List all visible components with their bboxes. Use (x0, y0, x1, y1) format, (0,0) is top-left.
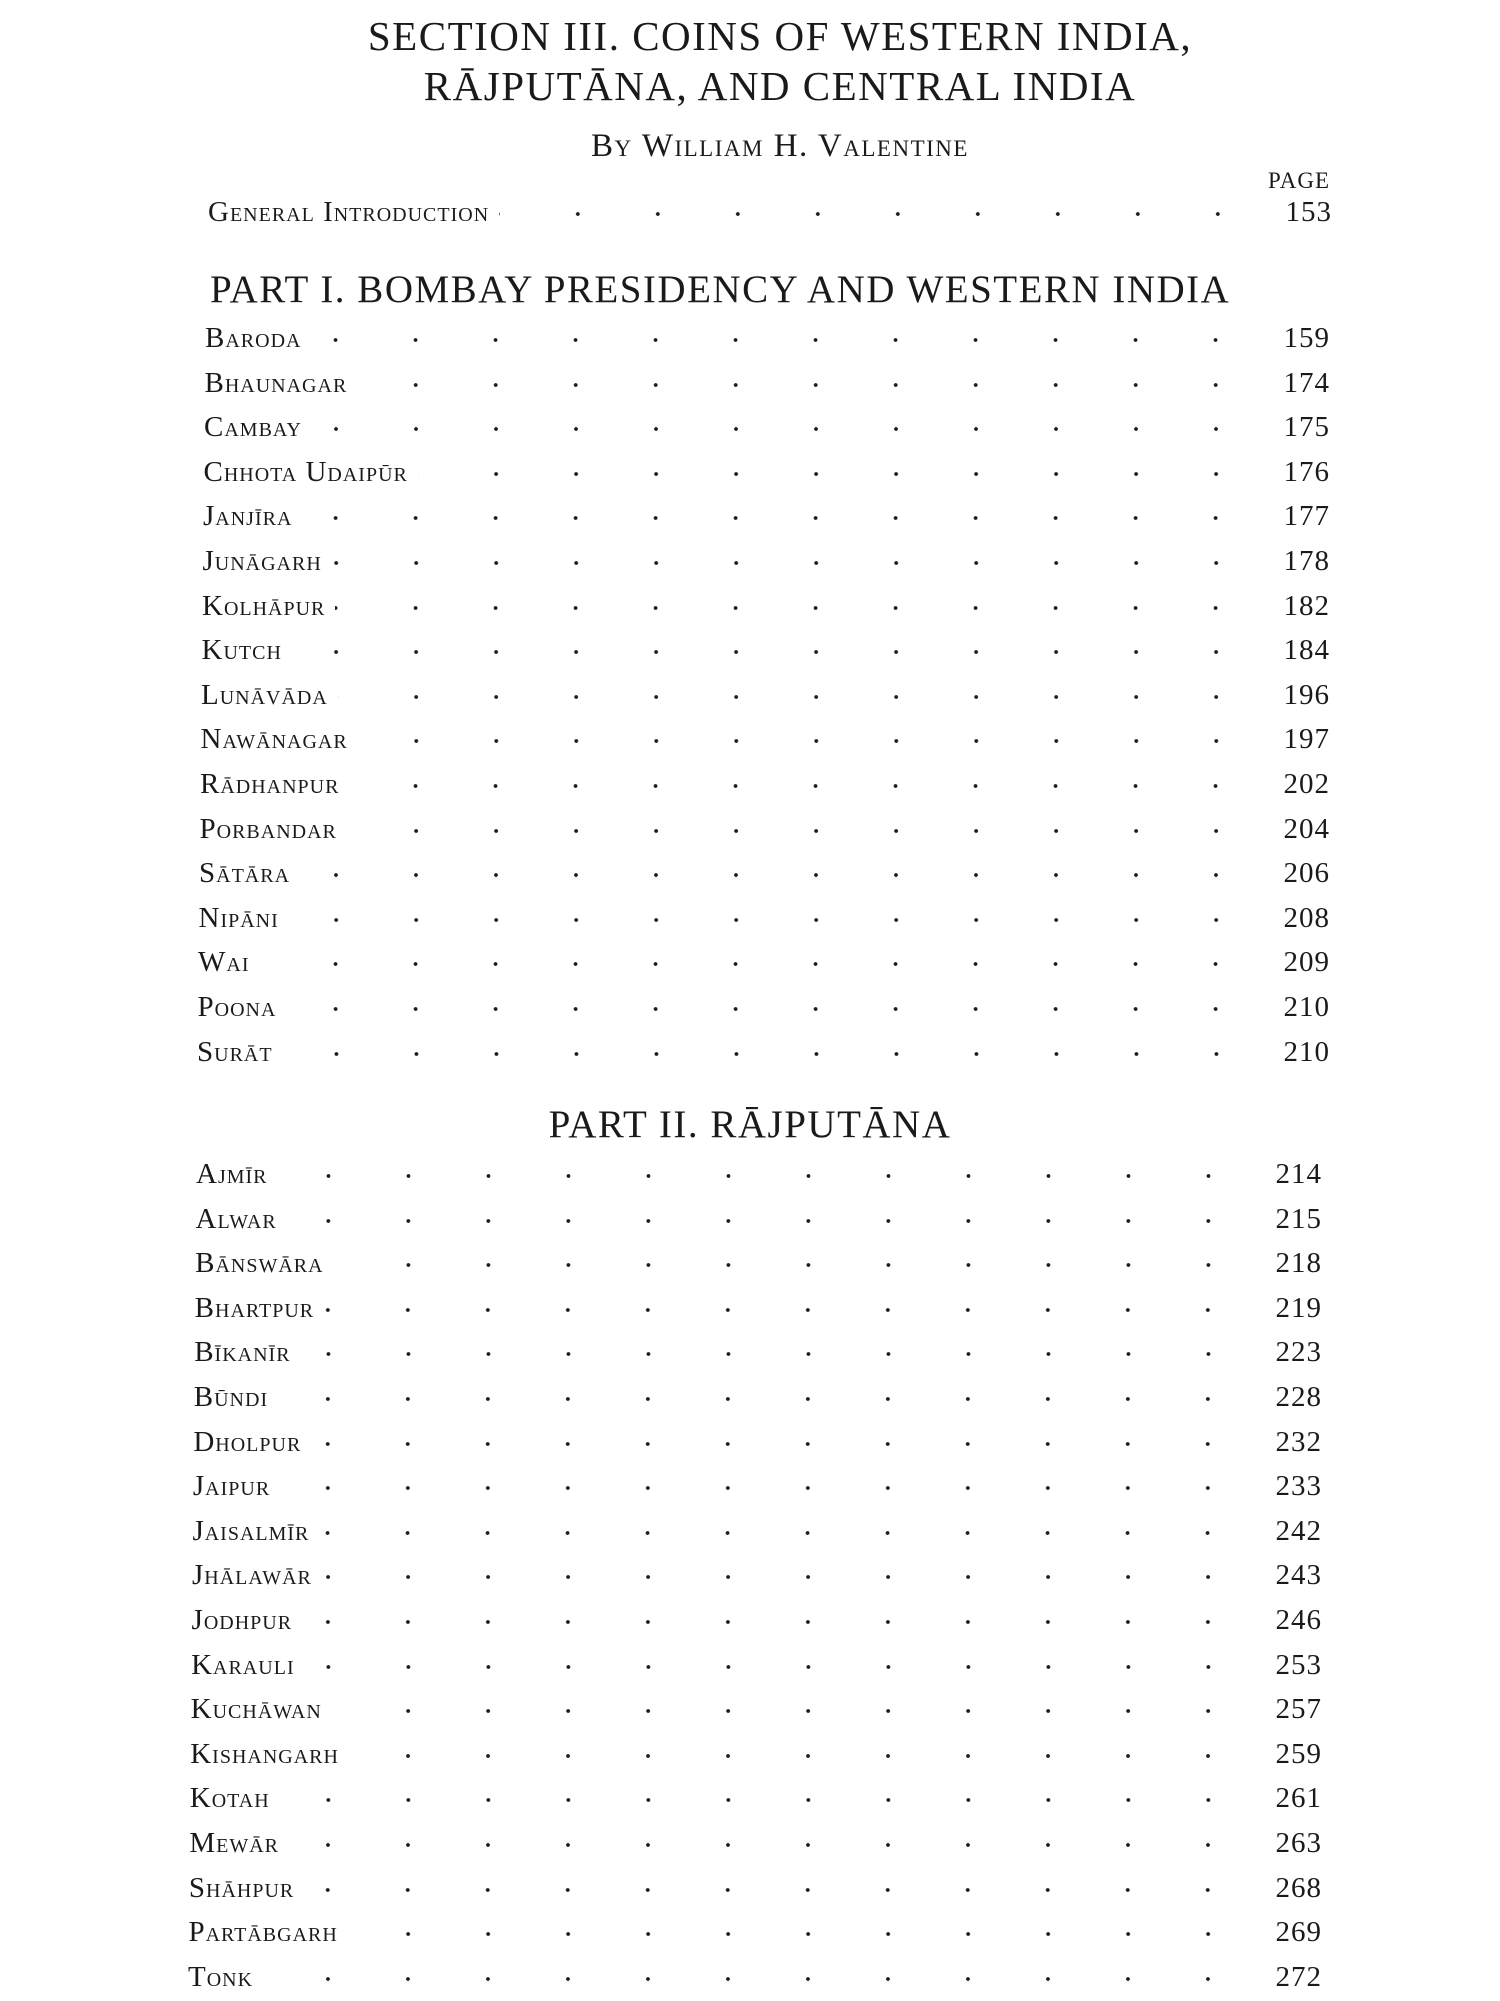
toc-entry (194, 1381, 1322, 1421)
toc-entry-name: Jhālawār (192, 1559, 312, 1592)
toc-entry-name: Tonk (188, 1960, 254, 1993)
toc-entry-name: Kuchāwan (190, 1693, 322, 1726)
toc-entry-page: 210 (1283, 1035, 1330, 1068)
toc-entry-name: Surāt (197, 1035, 273, 1068)
toc-entry-page: 259 (1275, 1737, 1322, 1770)
toc-entry (192, 1515, 1322, 1555)
toc-entry-page: 228 (1275, 1381, 1322, 1413)
toc-entry-name: Nipāni (198, 901, 279, 934)
toc-entry (201, 679, 1330, 719)
toc-entry-page: 209 (1283, 946, 1330, 979)
toc-entry (202, 634, 1331, 674)
toc-entry-name: Janjīra (203, 500, 293, 533)
dot-leader (347, 824, 1256, 838)
dot-leader (286, 1002, 1256, 1016)
toc-entry (196, 1158, 1322, 1198)
dot-leader (304, 1883, 1248, 1897)
toc-entry-page: 246 (1275, 1604, 1322, 1636)
toc-entry (205, 367, 1331, 407)
toc-entry (189, 1872, 1322, 1912)
toc-entry (200, 768, 1330, 808)
dot-leader (283, 1047, 1256, 1061)
toc-entry-page: 197 (1283, 723, 1330, 756)
toc-entry-page: 268 (1275, 1871, 1322, 1904)
dot-leader (300, 868, 1256, 882)
toc-entry (204, 411, 1330, 451)
toc-entry (194, 1336, 1322, 1376)
toc-entry-page: 208 (1283, 901, 1330, 934)
dot-leader (311, 333, 1256, 347)
toc-entry (193, 1426, 1322, 1466)
toc-entry-page: 223 (1275, 1336, 1322, 1369)
toc-entry-page: 269 (1275, 1916, 1322, 1949)
dot-leader (289, 913, 1256, 927)
toc-entry-name: Chhota Udaipūr (203, 455, 408, 488)
toc-entry (204, 456, 1331, 496)
dot-leader (332, 556, 1256, 570)
toc-entry (198, 946, 1330, 986)
toc-entry-page: 175 (1283, 411, 1330, 444)
section-title-line-2: RĀJPUTĀNA, AND CENTRAL INDIA (423, 63, 1137, 109)
toc-entry-page: 214 (1275, 1158, 1322, 1190)
toc-entry-name: Sātāra (199, 857, 291, 890)
dot-leader (418, 467, 1256, 481)
dot-leader (357, 378, 1256, 392)
dot-leader (302, 511, 1256, 525)
dot-leader (335, 601, 1256, 615)
toc-entry (189, 1827, 1322, 1867)
toc-entry-name: Junāgarh (202, 545, 322, 577)
dot-leader (287, 1214, 1248, 1228)
toc-entry-name: Bhartpur (194, 1291, 315, 1324)
toc-entry-page: 196 (1283, 678, 1330, 711)
toc-entry-page: 232 (1275, 1425, 1322, 1458)
toc-entry-name: Poona (197, 991, 277, 1023)
toc-entry-name: Cambay (204, 411, 302, 444)
toc-entry-general-introduction (208, 196, 1332, 236)
toc-entry (188, 1916, 1322, 1956)
toc-entry-name: Mewār (189, 1827, 279, 1859)
dot-leader (358, 734, 1256, 748)
dot-leader (312, 422, 1256, 436)
toc-entry (191, 1693, 1322, 1733)
toc-entry-page: 159 (1283, 322, 1330, 354)
toc-entry-page: 210 (1283, 991, 1330, 1023)
dot-leader (349, 779, 1256, 793)
page-column-label: PAGE (1268, 168, 1330, 193)
toc-entry-name: Bhaunagar (204, 366, 348, 399)
toc-entry (197, 1036, 1330, 1076)
dot-leader (349, 1749, 1248, 1763)
toc-entry-page: 178 (1283, 545, 1330, 577)
toc-entry (203, 500, 1330, 540)
dot-leader (348, 1927, 1248, 1941)
toc-entry-page: 182 (1283, 589, 1330, 622)
toc-entry-name: Rādhanpur (200, 768, 340, 800)
toc-entry-name: Kishangarh (190, 1737, 339, 1770)
toc-entry (191, 1649, 1322, 1689)
toc-entry (199, 857, 1330, 897)
toc-entry-name: Jaisalmīr (192, 1514, 310, 1547)
toc-entry (198, 991, 1331, 1031)
toc-entry-name: Partābgarh (188, 1916, 338, 1949)
toc-entry-page: 257 (1275, 1693, 1322, 1726)
dot-leader (263, 1972, 1248, 1986)
toc-entry-page: 174 (1283, 366, 1330, 399)
dot-leader (305, 1660, 1248, 1674)
toc-entry-name: Kolhāpur (202, 589, 326, 622)
toc-entry-page: 177 (1283, 500, 1330, 533)
dot-leader (278, 1392, 1248, 1406)
toc-entry (195, 1292, 1322, 1332)
toc-entry (192, 1604, 1322, 1644)
toc-entry (195, 1247, 1322, 1287)
toc-entry-page: 153 (1285, 196, 1332, 228)
dot-leader (278, 1169, 1248, 1183)
dot-leader (301, 1347, 1248, 1361)
toc-entry-page: 233 (1275, 1470, 1322, 1503)
toc-entry-name: Karauli (191, 1648, 295, 1681)
toc-entry-name: Wai (198, 946, 250, 979)
toc-entry (202, 590, 1330, 630)
dot-leader (332, 1704, 1248, 1718)
toc-entry-name: Ajmīr (196, 1158, 268, 1190)
dot-leader (302, 1615, 1248, 1629)
toc-entry-page: 204 (1283, 812, 1330, 845)
dot-leader (324, 1303, 1248, 1317)
dot-leader (311, 1437, 1248, 1451)
toc-entry-page: 215 (1275, 1202, 1322, 1235)
part-2-heading: PART II. RĀJPUTĀNA (548, 1103, 952, 1146)
toc-entry (193, 1470, 1322, 1510)
toc-entry-page: 272 (1275, 1960, 1322, 1993)
toc-entry-page: 206 (1283, 857, 1330, 890)
dot-leader (280, 1793, 1248, 1807)
dot-leader (338, 690, 1256, 704)
toc-entry-page: 242 (1275, 1514, 1322, 1547)
toc-entry-name: Baroda (205, 322, 302, 354)
toc-entry-page: 263 (1275, 1827, 1322, 1859)
toc-entry (201, 723, 1331, 763)
toc-entry-name: Porbandar (199, 812, 337, 845)
toc-entry (205, 322, 1330, 362)
author-byline: By William H. Valentine (591, 128, 969, 164)
toc-entry (188, 1961, 1322, 2001)
toc-entry-page: 243 (1275, 1559, 1322, 1592)
dot-leader (289, 1838, 1248, 1852)
dot-leader (322, 1570, 1248, 1584)
toc-entry-name: General Introduction (208, 196, 490, 228)
toc-entry-name: Nawānagar (200, 723, 348, 756)
toc-entry (190, 1782, 1322, 1822)
toc-entry-page: 202 (1283, 768, 1330, 800)
toc-entry-page: 253 (1275, 1648, 1322, 1681)
toc-entry-page: 218 (1275, 1247, 1322, 1280)
toc-entry-name: Kutch (201, 634, 282, 667)
toc-entry-page: 219 (1275, 1291, 1322, 1324)
toc-entry-name: Jaipur (192, 1470, 271, 1503)
toc-entry-name: Kotah (189, 1782, 270, 1815)
toc-entry-name: Jodhpur (191, 1604, 293, 1636)
toc-entry (200, 813, 1331, 853)
toc-entry-page: 176 (1283, 455, 1330, 488)
dot-leader (280, 1481, 1248, 1495)
toc-entry-name: Lunāvāda (201, 678, 328, 711)
section-title-line-1: SECTION III. COINS OF WESTERN INDIA, (367, 13, 1193, 59)
toc-entry-name: Alwar (195, 1202, 277, 1235)
toc-entry (190, 1738, 1322, 1778)
part-1-heading: PART I. BOMBAY PRESIDENCY AND WESTERN INDIA (210, 268, 1231, 311)
toc-entry (203, 545, 1331, 585)
toc-entry-name: Būndi (193, 1381, 269, 1413)
dot-leader (334, 1258, 1248, 1272)
dot-leader (499, 207, 1258, 221)
toc-entry-name: Bīkanīr (194, 1336, 291, 1369)
toc-entry (196, 1203, 1322, 1243)
dot-leader (292, 645, 1256, 659)
toc-entry-page: 184 (1283, 634, 1330, 667)
toc-entry-page: 261 (1275, 1782, 1322, 1815)
toc-entry (199, 902, 1331, 942)
toc-entry (192, 1559, 1322, 1599)
dot-leader (259, 957, 1256, 971)
toc-entry-name: Dholpur (193, 1425, 302, 1458)
toc-entry-name: Shāhpur (188, 1871, 295, 1904)
dot-leader (319, 1526, 1248, 1540)
toc-entry-name: Bānswāra (195, 1247, 324, 1280)
